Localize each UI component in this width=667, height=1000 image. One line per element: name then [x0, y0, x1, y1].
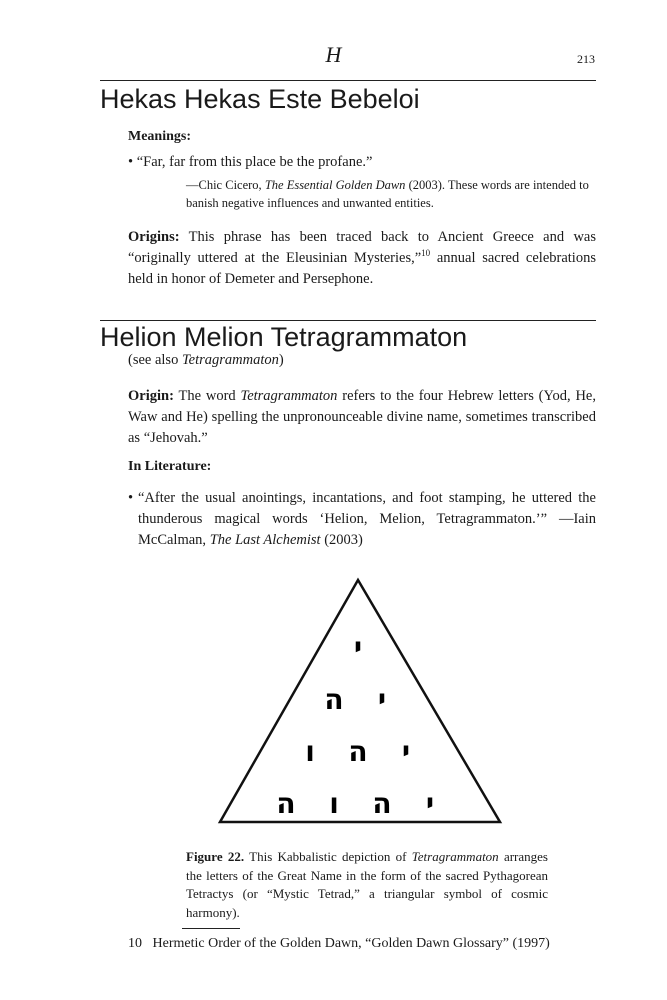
origin-term: Tetragrammaton	[240, 388, 338, 404]
see-also	[128, 350, 284, 371]
bullet: •	[128, 490, 134, 506]
hebrew-letter: ה	[324, 683, 344, 716]
caption-term: Tetragrammaton	[411, 849, 499, 864]
see-also-suffix: )	[278, 352, 284, 368]
origins-paragraph	[128, 227, 596, 290]
figure-label: Figure 22.	[186, 849, 245, 864]
bullet: •	[128, 154, 134, 170]
hebrew-letter: ו	[329, 787, 339, 820]
literature-year: (2003)	[320, 532, 363, 548]
hebrew-letter: ו	[305, 735, 315, 768]
citation-book-title: The Essential Golden Dawn	[264, 178, 406, 192]
hebrew-letter: י	[425, 787, 435, 820]
meaning-item	[128, 152, 598, 173]
origins-label: Origins:	[128, 229, 180, 245]
literature-item	[128, 488, 596, 551]
see-also-term: Tetragrammaton	[181, 352, 279, 368]
origin-text-continued: refers to the four Hebrew letters (Yod, He, Waw and He) spelling the unpronounceable divine name, sometimes transcribed as “Jehovah.”	[128, 388, 596, 446]
literature-quote: “After the usual anointings, incantations, and foot stamping, he uttered the thunderous magical words ‘Helion, Melion, Tetragrammaton.’” —Iain McCalman,	[138, 490, 596, 548]
origin-paragraph	[128, 386, 596, 449]
origin-text: The word	[173, 388, 241, 404]
header-rule	[100, 80, 596, 81]
origins-text: This phrase has been traced back to Ancient Greece and was “originally uttered at the Eleusinian Mysteries,”	[128, 229, 596, 266]
hebrew-letter: ה	[348, 735, 368, 768]
page-number: 213	[577, 52, 595, 66]
section-rule	[100, 320, 596, 321]
meaning-quote: “Far, far from this place be the profane.”	[136, 154, 373, 170]
caption-text: This Kabbalistic depiction of	[244, 849, 412, 864]
citation-author: —Chic Cicero,	[186, 178, 265, 192]
triangle-outline	[220, 580, 500, 822]
entry-title-helion: Helion Melion Tetragrammaton	[100, 322, 468, 352]
citation-note: (2003). These words are intended to banish negative influences and unwanted entities.	[186, 178, 589, 210]
caption-text-continued: arranges the letters of the Great Name in the form of the sacred Pythagorean Tetractys (or “Mystic Tetrad,” a triangular symbol of cosmic harmony).	[186, 849, 548, 920]
footnote-reference: 10	[421, 248, 431, 259]
hebrew-letter: ה	[372, 787, 392, 820]
hebrew-letter: י	[377, 683, 387, 716]
footnote-text: Hermetic Order of the Golden Dawn, “Golden Dawn Glossary” (1997)	[152, 936, 550, 951]
figure-caption	[186, 848, 548, 922]
footnote-number: 10	[128, 936, 142, 951]
origin-label: Origin:	[128, 388, 174, 404]
hebrew-letter: י	[353, 631, 363, 664]
hebrew-letter: ה	[276, 787, 296, 820]
see-also-prefix: (see also	[128, 352, 182, 368]
footnote-rule	[182, 928, 240, 929]
literature-heading: In Literature:	[128, 459, 212, 474]
literature-quote-block	[138, 488, 596, 551]
running-head-letter: H	[325, 42, 342, 67]
literature-book-title: The Last Alchemist	[209, 532, 321, 548]
hebrew-letter: י	[401, 735, 411, 768]
entry-title-hekas: Hekas Hekas Este Bebeloi	[100, 84, 420, 114]
meaning-citation	[186, 176, 598, 212]
origins-text-continued: annual sacred celebrations held in honor of Demeter and Persephone.	[128, 250, 596, 287]
tetractys-figure	[210, 575, 510, 830]
footnote	[128, 933, 550, 954]
meanings-heading: Meanings:	[128, 129, 191, 144]
